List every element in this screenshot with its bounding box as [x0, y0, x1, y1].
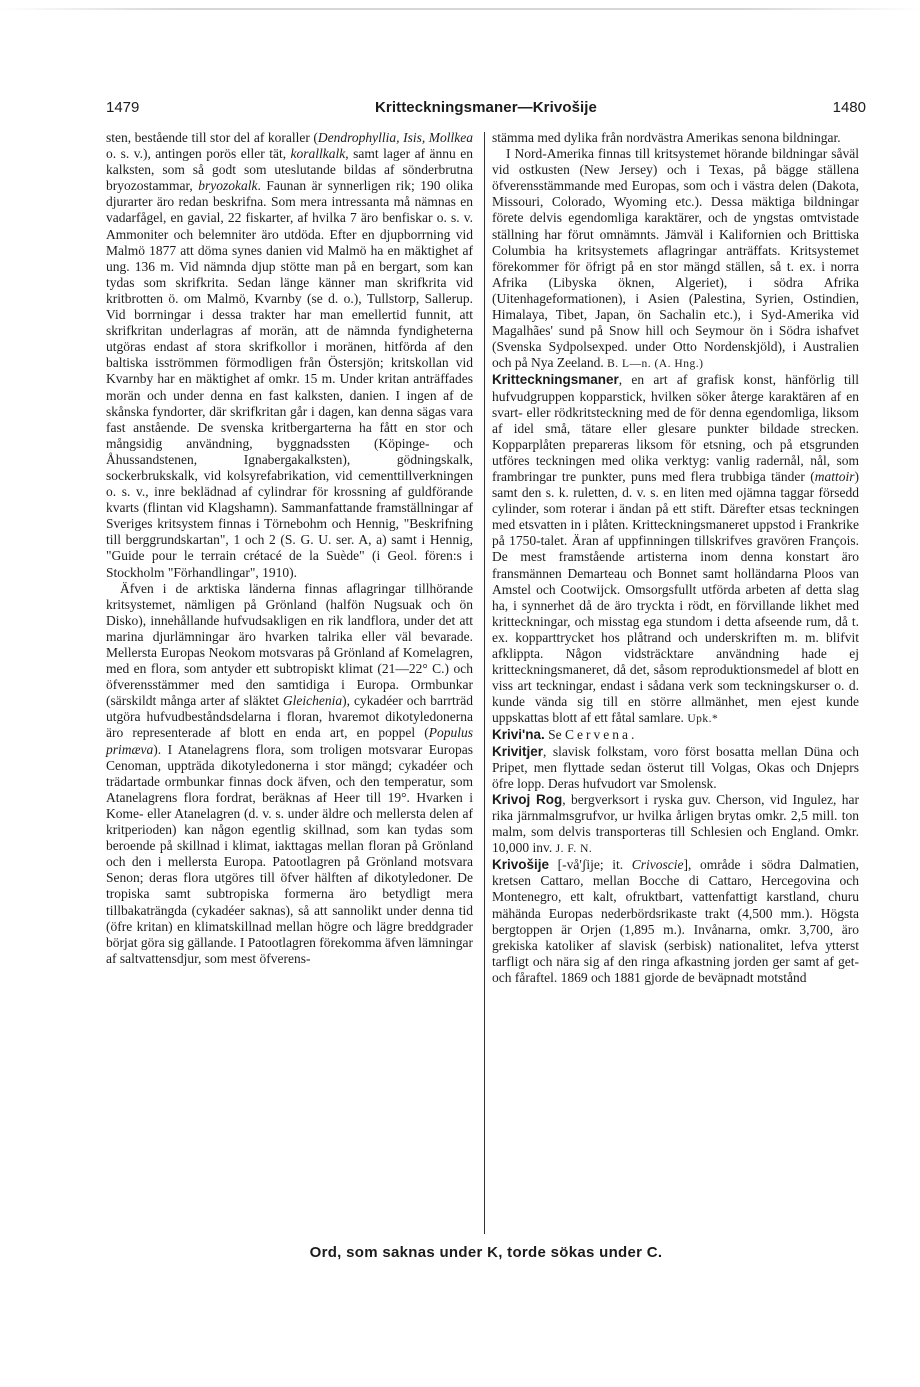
entry-krivoj-rog	[492, 792, 859, 857]
left-paragraph-2	[106, 581, 473, 967]
column-divider	[484, 132, 485, 1234]
page-number-right: 1480	[832, 99, 866, 116]
right-paragraph-1	[492, 130, 859, 146]
italic-run: Gleichenia	[282, 693, 343, 709]
text-run: .	[630, 727, 635, 743]
italic-run: bryozokalk	[198, 178, 258, 194]
text-run: ) samt den s. k. ruletten, d. v. s. en liten med ojämna taggar försedd cylinder, som roterar i ändan på ett stift. Därefter etsas teckningen med etsvatten in i plåten. Kritteckningsmaneret uppstod i Frankrike på 1750-talet. Äran af uppfinningen tillskrifves gravören François. De mest framstående artisterna inom denna konstart äro fransmännen Demarteau och Bonnet samt holländarna Ploos van Amstel och Cootwijck. Omsorgsfullt utförda arbeten af detta slag ha, i synnerhet då de äro tryckta i rödt, en förvillande likhet med kritteckningar, och misstag ega stundom i detta afseende rum, då t. ex. kopparttrycket hos plåtrand och underskriften m. m. blifvit afklippta. Någon vidsträcktare användning hade ej kritteckningsmaneret, då det, såsom reproduktionsmedel af blott en viss art teckningar, endast i sådana verk som teckningskurser o. d. kunde vända sig till en större allmänhet, men ejest kunde uppskattas blott af ett fåtal samlare.	[492, 468, 859, 726]
text-run: , samt lager af ännu en kalksten, som så godt som uteslutande bildas af sönderbrutna bryozostammar,	[106, 146, 473, 194]
running-title: Kritteckningsmaner—Krivošije	[374, 99, 598, 116]
text-run: . Faunan är synnerligen rik; 190 olika djurarter äro redan beskrifna. Som mera intressanta må nämnas en vadarfågel, en gavial, 22 fiskarter, af hvilka 7 äro benfiskar o. s. v. Ammoniter och belemniter äro utdöda. Efter en djupborrning vid Malmö 1877 att döma synes danien vid Malmö ha en mäktighet af ung. 136 m. Vid nämnda djup stötte man på en bergart, som kan tydas som skrifkrita. Sedan länge känner man skrifkrita vid kritbrotten ö. om Malmö, Kvarnby (se d. o.), Tullstorp, Sallerup. Vid borrningar i dessa trakter har man emellertid funnit, att skrifkritan underlagras af morän, att de nämnda fyndigheterna utgöras endast af stora skrifkollor i moränen, hitförda af den baltiska isströmmen förmodligen från Östersjön; kritskollan vid Kvarnby har en mäktighet af omkr. 15 m. Under kritan anträffades morän och under denna en fast kalksten, danien. I ingen af de skånska fyndorter, där skrifkritan går i dagen, kan denna sägas vara fast anstående. De svenska kritbergarterna ha fått en stor och mångsidig användning, byggnadssten (Köpinge- och Åhussandstenen, Ignabergakalksten), gödningskalk, sockerbrukskalk, vid kolsyrefabrikation, vid cementtillverkningen o. s. v., inre beklädnad af cylindrar för krossning af guldförande kvarts (flintan vid Klagshamn). Sammanfattande framställningar af Sveriges kritsystem finnas i Törnebohm och Hennig, "Beskrifning till berggrundskartan", 1 och 2 (S. G. U. ser. A, a) samt i Hennig, "Guide pour le terrain crétacé de la Suède" (i Geol. fören:s i Stockholm "Förhandlingar", 1910).	[106, 178, 473, 580]
text-run: Se	[544, 727, 565, 743]
author-signature: B. L—n. (A. Hng.)	[607, 358, 704, 371]
page-footer-note: Ord, som saknas under K, torde sökas under C.	[309, 1244, 663, 1261]
author-signature: Upk.*	[687, 713, 719, 726]
headword: Krivoj Rog	[492, 791, 563, 807]
right-paragraph-2	[492, 146, 859, 372]
scan-edge-line	[0, 8, 920, 10]
headword: Krivitjer	[492, 743, 544, 759]
italic-run: Dendrophyllia, Isis, Mollkea	[317, 130, 473, 145]
italic-run: Populus primæva	[106, 725, 473, 757]
left-paragraph-1	[106, 130, 473, 581]
entry-krivosije	[492, 857, 859, 986]
cross-reference: Cervena	[564, 727, 631, 743]
italic-run: korallkalk	[290, 146, 346, 162]
headword: Kritteckningsmaner	[492, 372, 619, 388]
text-run: Äfven i de arktiska länderna finnas aflagringar tillhörande kritsystemet, nämligen på Grönland (halfön Nugsuak och ön Disko), innehållande hufvudsakligen en rik landflora, under det att marina djurlämningar äro hvarken talrika eller väl bevarade. Mellersta Europas Neokom motsvaras på Grönland af Komelagren, med en flora, som antyder ett subtropiskt klimat (21—22° C.) och öfverensstämmer med den samtidiga i Europa. Ormbunkar (särskildt många arter af släktet	[106, 580, 473, 709]
left-column	[106, 130, 473, 967]
text-run: , slavisk folkstam, voro först bosatta mellan Düna och Pripet, men flyttade sedan österut till Volgas, Okas och Dnjeprs öfre lopp. Deras hufvudort var Smolensk.	[492, 743, 859, 791]
text-run: sten, bestående till stor del af koraller (	[106, 130, 318, 145]
text-run: ), cykadéer och barrträd utgöra hufvudbeståndsdelarna i floran, hvaremot dikotyledonerna äro representerade af blott en enda art, en poppel (	[106, 693, 473, 741]
right-column	[492, 130, 859, 986]
text-run: stämma med dylika från nordvästra Amerikas senona bildningar.	[492, 130, 841, 145]
text-run: ], område i södra Dalmatien, kretsen Cattaro, mellan Bocche di Cattaro, Hercegovina och Montenegro, ett kalt, ofruktbart, vattenfattigt karstland, churu mähända Europas nederbördsrikaste trakt (4,500 mm.). Högsta bergtoppen är Orjen (1,895 m.). Invånarna, omkr. 3,700, äro grekiska katoliker af slavisk (serbisk) nationalitet, lefva ytterst tarfligt och nära sig af den ringa afkastning jorden ger samt af get- och fåraftel. 1869 och 1881 gjorde de beväpnadt motstånd	[492, 857, 859, 985]
entry-krivina	[492, 727, 859, 743]
text-run: o. s. v.), antingen porös eller tät,	[106, 146, 291, 162]
page-number-left: 1479	[106, 99, 140, 116]
text-run: , en art af grafisk konst, hänförlig till hufvudgruppen kopparstick, hvilken söker återge karaktären af en svart- eller rödkritsteckning med de för denna egendomliga, liksom af idel små, tätare eller glesare punkter bildade strecken. Kopparplåten prepareras liksom för etsning, och på etsgrunden utföres teckningen med olika verktyg: vanlig radernål, nål, som frambringar tre punkter, puns med flera trubbiga tänder (	[492, 372, 859, 484]
text-run: , bergverksort i ryska guv. Cherson, vid Ingulez, har rika järnmalmsgrufvor, ur hvilka årligen brytas omkr. 2,5 mill. ton malm, som delvis transporteras till Schlesien och England. Omkr. 10,000 inv.	[492, 791, 859, 856]
text-run: I Nord-Amerika finnas till kritsystemet hörande bildningar såväl vid ostkusten (New Jersey) och i Texas, på bägge ställena öfverensstämmande med Europas, som och i västra delen (Dakota, Missouri, Colorado, Wyoming etc.). Dessa mäktiga bildningar förete delvis egendomliga karaktärer, och de yngstas omtvistade ställning har förut omnämnts. Jämväl i Kalifornien och Brittiska Columbia ha kritsystemets aflagringar anträffats. Kritsystemet förekommer för öfrigt på en stor mängd ställen, så t. ex. i norra Afrika (Libyska öknen, Algeriet), i södra Afrika (Uitenhageformationen), i Asien (Palestina, Syrien, Ostindien, Himalaya, Tibet, Japan, ön Sachalin etc.), i Syd-Amerika vid Magalhães' sund på Snow hill och Seymour ön i Södra ishafvet (Svenska Sydpolsexped. under Otto Nordenskjöld), i Australien och på Nya Zeeland.	[492, 146, 859, 371]
author-signature: J. F. N.	[555, 843, 593, 856]
page-header	[106, 97, 866, 121]
italic-run: Crivoscie	[631, 857, 684, 873]
italic-run: mattoir	[814, 468, 855, 484]
entry-kritteckningsmaner	[492, 372, 859, 727]
headword: Krivošije	[492, 857, 550, 873]
entry-krivitjer	[492, 744, 859, 792]
headword: Krivi'na.	[492, 727, 545, 743]
text-run: ). I Atanelagrens flora, som troligen motsvarar Europas Cenoman, uppträda dikotyledonerna i stor mängd; cykadéer och trädartade ormbunkar finnas dock äfven, och den temperatur, som Atanelagrens flora fordrat, beräknas af Heer till 19°. Hvarken i Kome- eller Atanelagren (d. v. s. under äldre och mellersta delen af kritperioden) kan någon egentlig skillnad, som kan tydas som beroende på skillnad i klimat, iakttagas mellan floran på Grönland och den i mellersta Europa. Patootlagren på Grönland motsvara Senon; deras flora utgöres till öfver hälften af dikotyledoner. De tropiska samt subtropiska formerna äro betydligt mera tillbakaträngda (cykadéer saknas), så att sannolikt under denna tid (öfre kritan) en klimatskillnad mellan högre och lägre breddgrader börjat göra sig gällande. I Patootlagren förekomma äfven lämningar af saltvattensdjur, som mest öfverens-	[106, 741, 473, 966]
text-run: [-vå'ʃije; it.	[549, 857, 632, 873]
